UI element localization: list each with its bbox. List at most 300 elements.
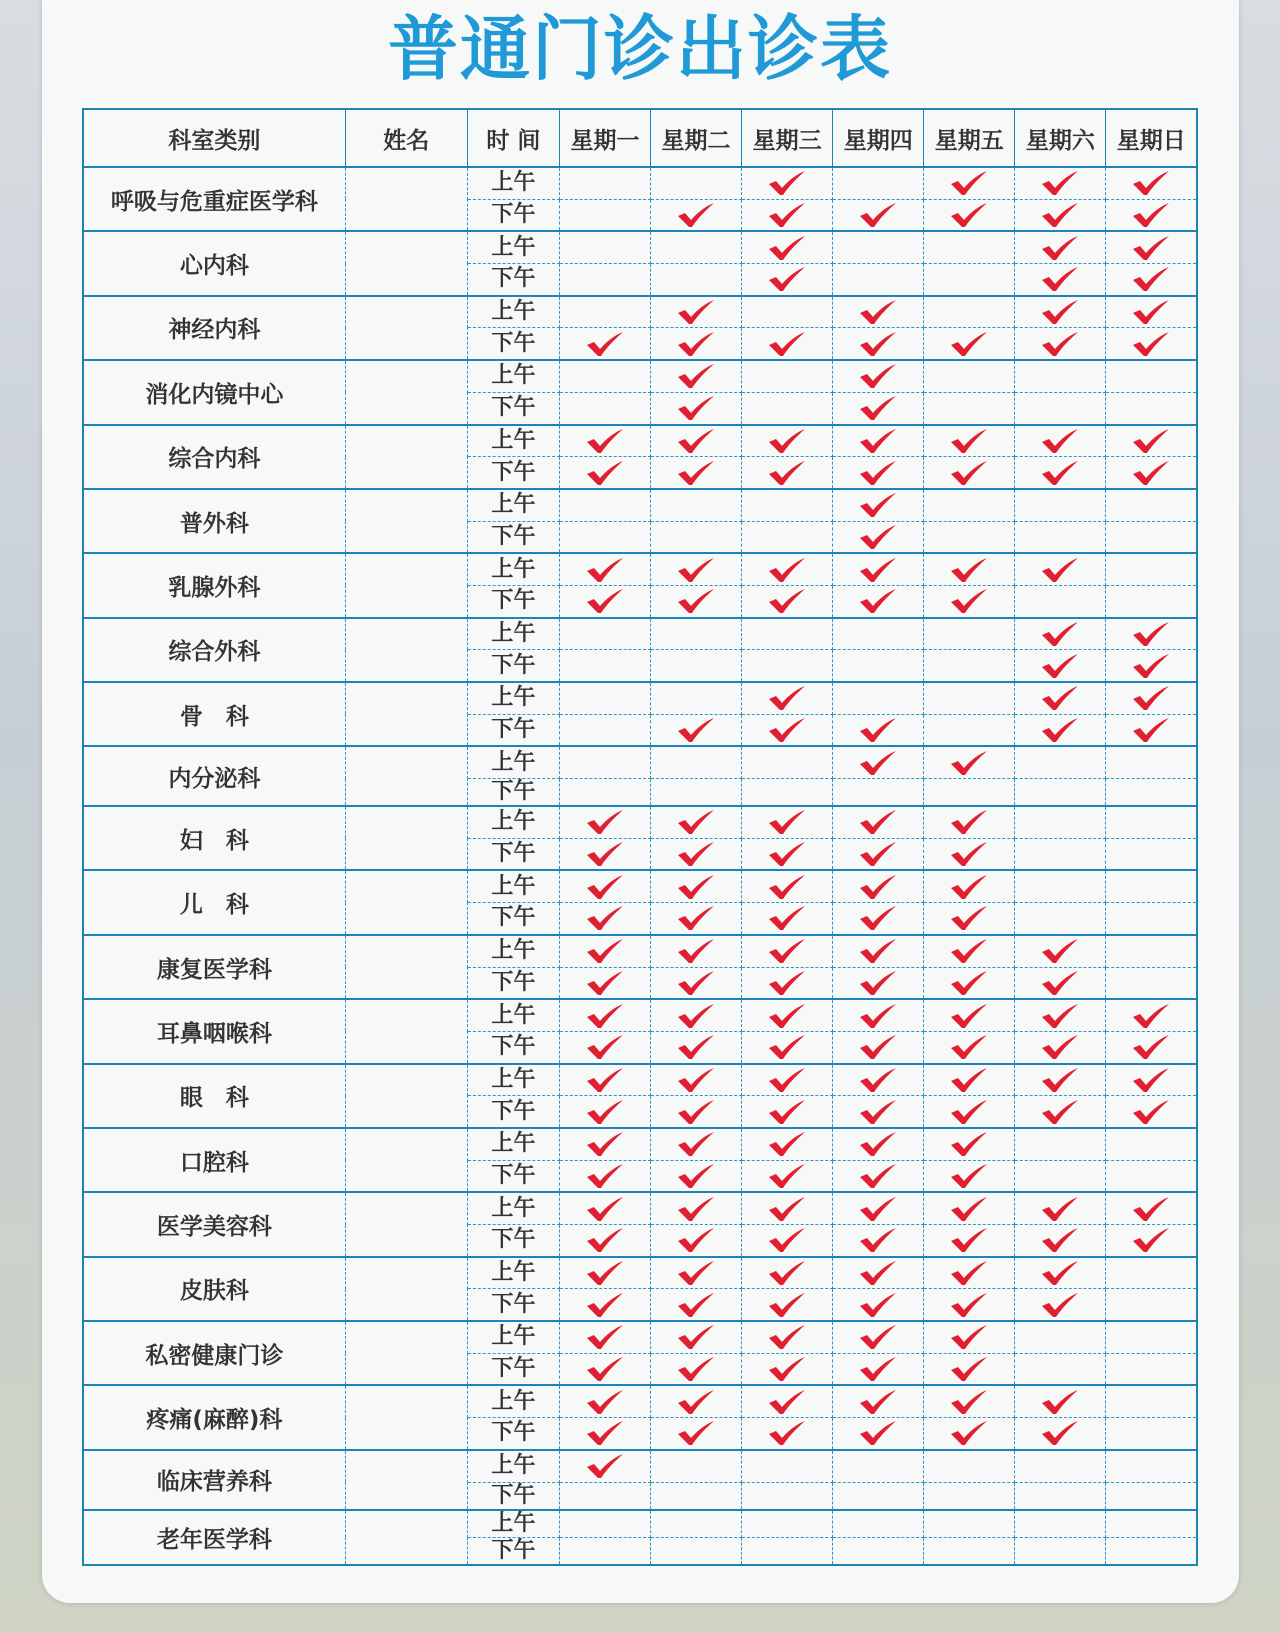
session-label: 下午 <box>467 1289 559 1321</box>
red-checkmark-icon <box>1131 235 1171 261</box>
schedule-cell <box>651 585 742 617</box>
red-checkmark-icon <box>585 1389 625 1415</box>
table-row <box>83 1128 1197 1160</box>
schedule-cell <box>924 1192 1015 1224</box>
schedule-cell <box>924 231 1015 263</box>
schedule-cell <box>651 1321 742 1353</box>
schedule-cell <box>833 167 924 199</box>
schedule-cell <box>559 1353 650 1385</box>
schedule-cell <box>1106 746 1197 778</box>
dept-name: 眼 科 <box>83 1064 345 1128</box>
schedule-cell <box>559 779 650 807</box>
schedule-cell <box>1015 1289 1106 1321</box>
schedule-cell <box>1015 360 1106 392</box>
schedule-cell <box>1015 1385 1106 1417</box>
schedule-cell <box>559 296 650 328</box>
schedule-cell <box>742 999 833 1031</box>
red-checkmark-icon <box>858 363 898 389</box>
session-label: 下午 <box>467 1225 559 1257</box>
schedule-cell <box>1106 199 1197 231</box>
session-label: 下午 <box>467 779 559 807</box>
red-checkmark-icon <box>858 299 898 325</box>
dept-name: 内分泌科 <box>83 746 345 806</box>
red-checkmark-icon <box>585 1163 625 1189</box>
red-checkmark-icon <box>767 1003 807 1029</box>
red-checkmark-icon <box>949 1389 989 1415</box>
session-label: 下午 <box>467 1160 559 1192</box>
schedule-cell <box>1015 682 1106 714</box>
schedule-cell <box>742 1031 833 1063</box>
red-checkmark-icon <box>767 1260 807 1286</box>
schedule-cell <box>742 1510 833 1538</box>
schedule-cell <box>1015 553 1106 585</box>
red-checkmark-icon <box>1040 428 1080 454</box>
schedule-cell <box>1015 392 1106 424</box>
red-checkmark-icon <box>858 1003 898 1029</box>
schedule-cell <box>833 967 924 999</box>
schedule-cell <box>833 1096 924 1128</box>
red-checkmark-icon <box>1040 970 1080 996</box>
schedule-cell <box>1106 1510 1197 1538</box>
schedule-cell <box>1106 1450 1197 1482</box>
session-label: 上午 <box>467 1257 559 1289</box>
schedule-cell <box>833 1537 924 1565</box>
schedule-cell <box>833 457 924 489</box>
red-checkmark-icon <box>767 1163 807 1189</box>
table-row <box>83 999 1197 1031</box>
red-checkmark-icon <box>676 970 716 996</box>
red-checkmark-icon <box>585 588 625 614</box>
schedule-cell <box>742 746 833 778</box>
red-checkmark-icon <box>949 202 989 228</box>
schedule-cell <box>742 457 833 489</box>
red-checkmark-icon <box>585 970 625 996</box>
red-checkmark-icon <box>1131 266 1171 292</box>
schedule-sheet <box>82 108 1198 1566</box>
schedule-cell <box>833 360 924 392</box>
schedule-cell <box>559 746 650 778</box>
schedule-cell <box>833 1031 924 1063</box>
session-label: 上午 <box>467 618 559 650</box>
schedule-cell <box>924 1257 1015 1289</box>
table-row <box>83 167 1197 199</box>
red-checkmark-icon <box>585 809 625 835</box>
red-checkmark-icon <box>676 331 716 357</box>
schedule-cell <box>559 1257 650 1289</box>
schedule-cell <box>742 328 833 360</box>
red-checkmark-icon <box>676 1292 716 1318</box>
red-checkmark-icon <box>949 428 989 454</box>
doctor-name-cell <box>345 870 467 934</box>
schedule-cell <box>1106 1321 1197 1353</box>
schedule-cell <box>833 806 924 838</box>
schedule-table <box>82 108 1198 1566</box>
schedule-cell <box>1015 1064 1106 1096</box>
schedule-cell <box>924 521 1015 553</box>
schedule-cell <box>1106 870 1197 902</box>
schedule-cell <box>1015 1418 1106 1450</box>
red-checkmark-icon <box>1040 1292 1080 1318</box>
schedule-cell <box>651 553 742 585</box>
header-name: 姓名 <box>345 109 467 167</box>
schedule-cell <box>559 1510 650 1538</box>
schedule-cell <box>651 618 742 650</box>
schedule-cell <box>1106 779 1197 807</box>
schedule-cell <box>833 746 924 778</box>
red-checkmark-icon <box>767 1389 807 1415</box>
schedule-cell <box>1106 1192 1197 1224</box>
red-checkmark-icon <box>949 1196 989 1222</box>
schedule-cell <box>1015 231 1106 263</box>
doctor-name-cell <box>345 1192 467 1256</box>
schedule-cell <box>651 1537 742 1565</box>
red-checkmark-icon <box>676 1003 716 1029</box>
session-label: 下午 <box>467 392 559 424</box>
red-checkmark-icon <box>767 1324 807 1350</box>
red-checkmark-icon <box>676 717 716 743</box>
red-checkmark-icon <box>858 492 898 518</box>
schedule-cell <box>1015 935 1106 967</box>
red-checkmark-icon <box>1131 170 1171 196</box>
table-row <box>83 1321 1197 1353</box>
schedule-cell <box>742 682 833 714</box>
doctor-name-cell <box>345 231 467 295</box>
schedule-cell <box>1015 903 1106 935</box>
schedule-cell <box>651 1160 742 1192</box>
header-row <box>83 109 1197 167</box>
schedule-cell <box>1106 1418 1197 1450</box>
dept-name: 乳腺外科 <box>83 553 345 617</box>
dept-name: 耳鼻咽喉科 <box>83 999 345 1063</box>
schedule-cell <box>924 1321 1015 1353</box>
table-row <box>83 618 1197 650</box>
red-checkmark-icon <box>858 1420 898 1446</box>
schedule-cell <box>559 838 650 870</box>
red-checkmark-icon <box>949 1260 989 1286</box>
red-checkmark-icon <box>767 1420 807 1446</box>
schedule-cell <box>742 231 833 263</box>
schedule-cell <box>1106 1385 1197 1417</box>
session-label: 上午 <box>467 999 559 1031</box>
schedule-cell <box>559 1160 650 1192</box>
schedule-cell <box>924 1482 1015 1510</box>
table-row <box>83 1257 1197 1289</box>
red-checkmark-icon <box>858 588 898 614</box>
doctor-name-cell <box>345 1450 467 1510</box>
schedule-cell <box>651 1031 742 1063</box>
dept-name: 老年医学科 <box>83 1510 345 1566</box>
red-checkmark-icon <box>585 1067 625 1093</box>
schedule-cell <box>924 1031 1015 1063</box>
schedule-cell <box>651 521 742 553</box>
red-checkmark-icon <box>949 905 989 931</box>
schedule-cell <box>924 870 1015 902</box>
session-label: 下午 <box>467 1482 559 1510</box>
schedule-cell <box>559 1482 650 1510</box>
red-checkmark-icon <box>676 395 716 421</box>
schedule-cell <box>924 1385 1015 1417</box>
red-checkmark-icon <box>676 905 716 931</box>
red-checkmark-icon <box>585 557 625 583</box>
red-checkmark-icon <box>949 1099 989 1125</box>
schedule-cell <box>651 1385 742 1417</box>
red-checkmark-icon <box>676 1389 716 1415</box>
schedule-cell <box>1015 1482 1106 1510</box>
red-checkmark-icon <box>1040 1420 1080 1446</box>
schedule-cell <box>559 1031 650 1063</box>
schedule-cell <box>651 167 742 199</box>
red-checkmark-icon <box>1040 717 1080 743</box>
schedule-cell <box>742 1225 833 1257</box>
schedule-cell <box>742 1418 833 1450</box>
red-checkmark-icon <box>585 428 625 454</box>
schedule-cell <box>651 1450 742 1482</box>
red-checkmark-icon <box>858 1324 898 1350</box>
red-checkmark-icon <box>676 1324 716 1350</box>
header-time: 时 间 <box>467 109 559 167</box>
red-checkmark-icon <box>949 809 989 835</box>
red-checkmark-icon <box>1040 235 1080 261</box>
schedule-cell <box>651 838 742 870</box>
schedule-cell <box>742 935 833 967</box>
schedule-cell <box>1106 457 1197 489</box>
schedule-cell <box>1015 650 1106 682</box>
red-checkmark-icon <box>767 970 807 996</box>
schedule-cell <box>924 1225 1015 1257</box>
schedule-cell <box>559 618 650 650</box>
schedule-cell <box>1015 1031 1106 1063</box>
schedule-cell <box>1106 838 1197 870</box>
session-label: 上午 <box>467 425 559 457</box>
schedule-cell <box>924 328 1015 360</box>
schedule-cell <box>559 521 650 553</box>
schedule-cell <box>559 1225 650 1257</box>
doctor-name-cell <box>345 360 467 424</box>
red-checkmark-icon <box>858 460 898 486</box>
schedule-cell <box>742 1064 833 1096</box>
schedule-cell <box>742 1128 833 1160</box>
red-checkmark-icon <box>858 1196 898 1222</box>
schedule-cell <box>1015 1321 1106 1353</box>
schedule-cell <box>559 585 650 617</box>
schedule-cell <box>924 967 1015 999</box>
schedule-cell <box>651 264 742 296</box>
schedule-cell <box>651 1482 742 1510</box>
red-checkmark-icon <box>858 1389 898 1415</box>
session-label: 上午 <box>467 553 559 585</box>
schedule-cell <box>559 425 650 457</box>
table-row <box>83 1450 1197 1482</box>
red-checkmark-icon <box>767 460 807 486</box>
schedule-cell <box>1106 967 1197 999</box>
schedule-cell <box>833 838 924 870</box>
schedule-cell <box>833 650 924 682</box>
schedule-cell <box>1106 1482 1197 1510</box>
red-checkmark-icon <box>949 1292 989 1318</box>
red-checkmark-icon <box>767 1356 807 1382</box>
red-checkmark-icon <box>858 1356 898 1382</box>
doctor-name-cell <box>345 553 467 617</box>
doctor-name-cell <box>345 935 467 999</box>
red-checkmark-icon <box>858 1034 898 1060</box>
doctor-name-cell <box>345 1385 467 1449</box>
schedule-cell <box>742 360 833 392</box>
schedule-cell <box>559 231 650 263</box>
red-checkmark-icon <box>1131 717 1171 743</box>
schedule-cell <box>1015 1450 1106 1482</box>
schedule-cell <box>742 392 833 424</box>
schedule-cell <box>559 714 650 746</box>
table-row <box>83 746 1197 778</box>
schedule-cell <box>1015 1128 1106 1160</box>
table-row <box>83 935 1197 967</box>
red-checkmark-icon <box>858 524 898 550</box>
schedule-cell <box>559 1192 650 1224</box>
red-checkmark-icon <box>858 1099 898 1125</box>
table-row <box>83 1385 1197 1417</box>
red-checkmark-icon <box>1040 299 1080 325</box>
session-label: 下午 <box>467 1096 559 1128</box>
red-checkmark-icon <box>676 1420 716 1446</box>
red-checkmark-icon <box>949 1324 989 1350</box>
doctor-name-cell <box>345 1257 467 1321</box>
schedule-cell <box>1106 1064 1197 1096</box>
schedule-cell <box>559 264 650 296</box>
session-label: 上午 <box>467 1385 559 1417</box>
schedule-cell <box>742 714 833 746</box>
red-checkmark-icon <box>1131 299 1171 325</box>
schedule-cell <box>559 360 650 392</box>
schedule-cell <box>742 838 833 870</box>
red-checkmark-icon <box>858 970 898 996</box>
red-checkmark-icon <box>767 874 807 900</box>
schedule-cell <box>1106 806 1197 838</box>
schedule-cell <box>1106 360 1197 392</box>
dept-name: 医学美容科 <box>83 1192 345 1256</box>
schedule-cell <box>559 1321 650 1353</box>
red-checkmark-icon <box>767 938 807 964</box>
schedule-cell <box>1015 1192 1106 1224</box>
schedule-cell <box>833 199 924 231</box>
schedule-cell <box>742 618 833 650</box>
header-day-wed: 星期三 <box>742 109 833 167</box>
schedule-cell <box>924 553 1015 585</box>
red-checkmark-icon <box>676 1260 716 1286</box>
table-row <box>83 231 1197 263</box>
session-label: 上午 <box>467 489 559 521</box>
schedule-cell <box>651 903 742 935</box>
schedule-cell <box>1106 328 1197 360</box>
red-checkmark-icon <box>858 1260 898 1286</box>
red-checkmark-icon <box>949 841 989 867</box>
red-checkmark-icon <box>767 1099 807 1125</box>
schedule-cell <box>924 1450 1015 1482</box>
schedule-cell <box>651 1064 742 1096</box>
red-checkmark-icon <box>767 685 807 711</box>
session-label: 上午 <box>467 935 559 967</box>
red-checkmark-icon <box>585 938 625 964</box>
red-checkmark-icon <box>1131 202 1171 228</box>
schedule-cell <box>924 296 1015 328</box>
schedule-cell <box>833 231 924 263</box>
schedule-cell <box>924 1353 1015 1385</box>
schedule-cell <box>651 999 742 1031</box>
red-checkmark-icon <box>767 331 807 357</box>
schedule-cell <box>742 585 833 617</box>
schedule-cell <box>559 489 650 521</box>
schedule-cell <box>651 1192 742 1224</box>
session-label: 上午 <box>467 1192 559 1224</box>
schedule-cell <box>924 392 1015 424</box>
schedule-cell <box>833 999 924 1031</box>
doctor-name-cell <box>345 167 467 231</box>
schedule-cell <box>833 714 924 746</box>
schedule-cell <box>924 457 1015 489</box>
red-checkmark-icon <box>585 1196 625 1222</box>
schedule-cell <box>833 618 924 650</box>
schedule-cell <box>651 296 742 328</box>
schedule-cell <box>833 903 924 935</box>
schedule-cell <box>742 650 833 682</box>
doctor-name-cell <box>345 746 467 806</box>
schedule-cell <box>1106 999 1197 1031</box>
session-label: 下午 <box>467 1353 559 1385</box>
schedule-cell <box>1106 264 1197 296</box>
red-checkmark-icon <box>676 1196 716 1222</box>
table-row <box>83 489 1197 521</box>
doctor-name-cell <box>345 1064 467 1128</box>
schedule-cell <box>924 1289 1015 1321</box>
dept-name: 神经内科 <box>83 296 345 360</box>
red-checkmark-icon <box>1040 460 1080 486</box>
red-checkmark-icon <box>1131 1003 1171 1029</box>
schedule-cell <box>651 1510 742 1538</box>
red-checkmark-icon <box>585 1453 625 1479</box>
schedule-cell <box>559 650 650 682</box>
schedule-cell <box>1106 231 1197 263</box>
schedule-cell <box>833 425 924 457</box>
red-checkmark-icon <box>676 460 716 486</box>
schedule-cell <box>559 328 650 360</box>
schedule-body <box>83 167 1197 1565</box>
red-checkmark-icon <box>1040 331 1080 357</box>
schedule-cell <box>742 167 833 199</box>
session-label: 上午 <box>467 1510 559 1538</box>
red-checkmark-icon <box>858 331 898 357</box>
red-checkmark-icon <box>676 557 716 583</box>
red-checkmark-icon <box>767 428 807 454</box>
red-checkmark-icon <box>949 874 989 900</box>
schedule-cell <box>742 296 833 328</box>
schedule-cell <box>924 167 1015 199</box>
schedule-cell <box>924 1160 1015 1192</box>
schedule-cell <box>833 1450 924 1482</box>
schedule-cell <box>559 199 650 231</box>
schedule-cell <box>833 779 924 807</box>
red-checkmark-icon <box>1040 1227 1080 1253</box>
header-day-mon: 星期一 <box>559 109 650 167</box>
schedule-cell <box>742 264 833 296</box>
session-label: 下午 <box>467 1418 559 1450</box>
schedule-cell <box>1015 457 1106 489</box>
dept-name: 临床营养科 <box>83 1450 345 1510</box>
red-checkmark-icon <box>1040 1099 1080 1125</box>
red-checkmark-icon <box>676 299 716 325</box>
dept-name: 综合内科 <box>83 425 345 489</box>
dept-name: 消化内镜中心 <box>83 360 345 424</box>
schedule-cell <box>651 1289 742 1321</box>
schedule-cell <box>742 779 833 807</box>
